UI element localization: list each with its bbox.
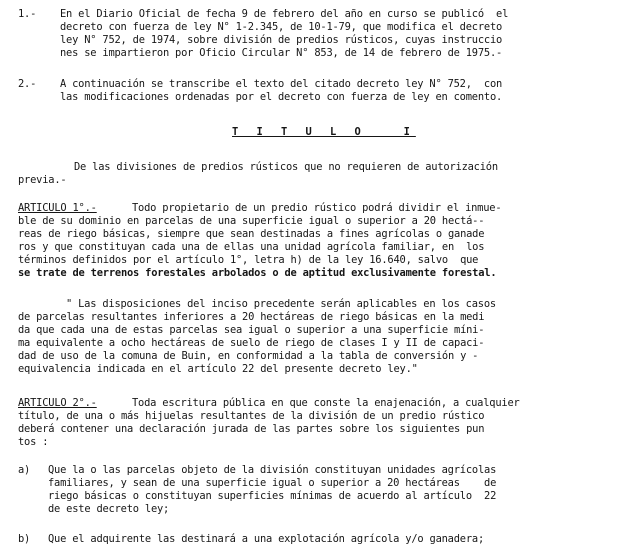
articulo-1-line-5: términos definidos por el artículo 1°, letra h) de la ley 16.640, salvo que [18, 254, 479, 266]
articulo-1-quote-line-4: ma equivalente a ocho hectáreas de suelo de riego de clases I y II de capaci- [18, 337, 485, 349]
articulo-2-line-1: Toda escritura pública en que conste la enajenación, a cualquier [132, 397, 520, 409]
item-a-line-1: Que la o las parcelas objeto de la división constituyan unidades agrícolas [48, 464, 497, 476]
articulo-1-quote-line-5: dad de uso de la comuna de Buin, en conformidad a la tabla de conversión y - [18, 350, 479, 362]
articulo-2-line-2: título, de una o más hijuelas resultantes de la división de un predio rústico [18, 410, 485, 422]
paragraph-2-line-1: A continuación se transcribe el texto del citado decreto ley N° 752, con [60, 78, 503, 90]
item-a-line-2: familiares, y sean de una superficie igual o superior a 20 hectáreas de [48, 477, 497, 489]
articulo-2-line-3: deberá contener una declaración jurada de las partes sobre los siguientes pun [18, 423, 485, 435]
item-a-line-3: riego básicas o constituyan superficies mínimas de acuerdo al artículo 22 [48, 490, 497, 502]
titulo-line-2: previa.- [18, 174, 67, 186]
articulo-1-quote-line-3: da que cada una de estas parcelas sea igual o superior a una superficie míni- [18, 324, 485, 336]
paragraph-1-line-1: En el Diario Oficial de fecha 9 de febrero del año en curso se publicó el [60, 8, 509, 20]
articulo-1-label: ARTICULO 1°.- [18, 202, 97, 214]
titulo-heading: T I T U L O I [232, 126, 416, 138]
articulo-2-line-4: tos : [18, 436, 49, 448]
item-a-letter: a) [18, 464, 31, 476]
paragraph-2-line-2: las modificaciones ordenadas por el decreto con fuerza de ley en comento. [60, 91, 503, 103]
articulo-1-line-6: se trate de terrenos forestales arbolados o de aptitud exclusivamente forestal. [18, 267, 497, 279]
item-a-line-4: de este decreto ley; [48, 503, 170, 515]
item-b-line-1: Que el adquirente las destinará a una explotación agrícola y/o ganadera; [48, 533, 485, 545]
articulo-1-quote-line-1: " Las disposiciones del inciso precedente serán aplicables en los casos [66, 298, 496, 310]
articulo-1-quote-line-2: de parcelas resultantes inferiores a 20 hectáreas de riego básicas en la medi [18, 311, 485, 323]
articulo-1-line-3: reas de riego básicas, siempre que sean destinadas a fines agrícolas o ganade [18, 228, 485, 240]
titulo-line-1: De las divisiones de predios rústicos que no requieren de autorización [74, 161, 498, 173]
articulo-1-quote-line-6: equivalencia indicada en el artículo 22 del presente decreto ley." [18, 363, 418, 375]
item-b-letter: b) [18, 533, 31, 545]
paragraph-1-number: 1.- [18, 8, 37, 20]
articulo-1-line-1: Todo propietario de un predio rústico podrá dividir el inmue- [132, 202, 502, 214]
paragraph-1-line-4: nes se impartieron por Oficio Circular N° 853, de 14 de febrero de 1975.- [60, 47, 503, 59]
articulo-1-line-4: ros y que constituyan cada una de ellas una unidad agrícola familiar, en los [18, 241, 485, 253]
articulo-1-line-2: ble de su dominio en parcelas de una superficie igual o superior a 20 hectá-- [18, 215, 485, 227]
paragraph-1-line-2: decreto con fuerza de ley N° 1-2.345, de 10-1-79, que modifica el decreto [60, 21, 503, 33]
paragraph-2-number: 2.- [18, 78, 37, 90]
articulo-2-label: ARTICULO 2°.- [18, 397, 97, 409]
paragraph-1-line-3: ley N° 752, de 1974, sobre división de predios rústicos, cuyas instruccio [60, 34, 503, 46]
